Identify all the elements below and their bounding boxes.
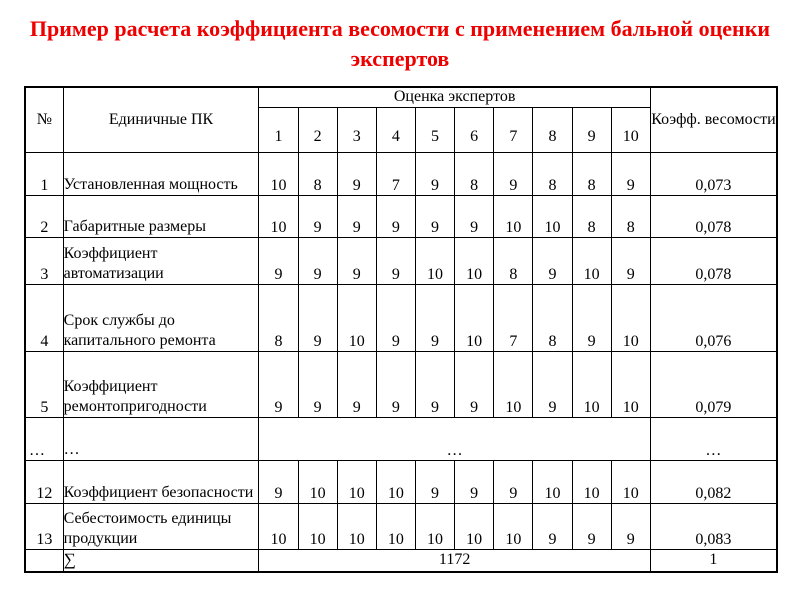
row-number: 3 [25, 237, 63, 284]
expert-score: 10 [533, 195, 572, 237]
table-row [25, 503, 777, 549]
expert-score: 10 [337, 284, 376, 351]
expert-score: 9 [337, 351, 376, 417]
expert-score: 10 [298, 503, 337, 549]
expert-score: 9 [259, 460, 298, 503]
expert-score: 9 [415, 284, 454, 351]
coefficient-value: 0,082 [650, 460, 777, 503]
row-number: 1 [25, 152, 63, 195]
coefficient-value: 0,076 [650, 284, 777, 351]
expert-score: 9 [415, 152, 454, 195]
expert-col-header: 2 [298, 107, 337, 152]
expert-col-header: 9 [572, 107, 611, 152]
num-column-header: № [25, 87, 63, 152]
row-number: 2 [25, 195, 63, 237]
expert-col-header: 4 [376, 107, 415, 152]
expert-score: 8 [533, 284, 572, 351]
expert-score: 9 [298, 284, 337, 351]
expert-score: 10 [376, 460, 415, 503]
expert-score: 9 [376, 351, 415, 417]
table-body [25, 152, 777, 572]
expert-score: 9 [259, 237, 298, 284]
row-number: 5 [25, 351, 63, 417]
expert-score: 8 [298, 152, 337, 195]
expert-score: 9 [572, 503, 611, 549]
sum-row [25, 549, 777, 572]
table-row [25, 195, 777, 237]
expert-score: 8 [455, 152, 494, 195]
coefficient-value: … [650, 417, 777, 460]
expert-score: 10 [259, 195, 298, 237]
coefficient-value: 1 [650, 549, 777, 572]
expert-score: 9 [455, 460, 494, 503]
expert-score: 9 [572, 284, 611, 351]
expert-score: 10 [572, 351, 611, 417]
expert-score: 8 [494, 237, 533, 284]
expert-score: 9 [415, 351, 454, 417]
expert-score: 9 [376, 284, 415, 351]
expert-col-header: 6 [455, 107, 494, 152]
row-number: 12 [25, 460, 63, 503]
expert-score: 10 [494, 195, 533, 237]
row-name: Себестоимость единицы продукции [63, 503, 259, 549]
merged-value: 1172 [259, 549, 650, 572]
pk-column-header: Единичные ПК [63, 87, 259, 152]
coefficient-value: 0,079 [650, 351, 777, 417]
expert-score: 8 [533, 152, 572, 195]
coefficient-value: 0,073 [650, 152, 777, 195]
row-name: Коэффициент автоматизации [63, 237, 259, 284]
expert-score: 10 [415, 503, 454, 549]
row-number: 4 [25, 284, 63, 351]
table-row [25, 152, 777, 195]
expert-score: 10 [572, 460, 611, 503]
expert-score: 10 [337, 503, 376, 549]
expert-score: 8 [572, 195, 611, 237]
expert-score: 9 [533, 351, 572, 417]
expert-score: 9 [611, 503, 650, 549]
expert-score: 9 [611, 237, 650, 284]
expert-score: 9 [298, 351, 337, 417]
expert-col-header: 3 [337, 107, 376, 152]
page-title: Пример расчета коэффициента весомости с применением бальной оценки экспертов [29, 16, 771, 71]
expert-score: 9 [494, 460, 533, 503]
table-row [25, 237, 777, 284]
row-name: Коэффициент ремонтопригодности [63, 351, 259, 417]
expert-score: 9 [455, 195, 494, 237]
expert-score: 10 [533, 460, 572, 503]
row-number: 13 [25, 503, 63, 549]
row-name: Срок службы до капитального ремонта [63, 284, 259, 351]
expert-score: 9 [533, 503, 572, 549]
merged-value: … [259, 417, 650, 460]
expert-score: 10 [455, 237, 494, 284]
coefficient-value: 0,078 [650, 237, 777, 284]
expert-score: 9 [415, 460, 454, 503]
row-number [25, 549, 63, 572]
expert-score: 10 [376, 503, 415, 549]
row-name: … [63, 417, 259, 460]
expert-col-header: 10 [611, 107, 650, 152]
experts-group-header: Оценка экспертов [259, 87, 650, 107]
expert-score: 9 [494, 152, 533, 195]
expert-score: 10 [572, 237, 611, 284]
expert-score: 7 [376, 152, 415, 195]
row-number: … [25, 417, 63, 460]
expert-score: 10 [259, 152, 298, 195]
table-row [25, 351, 777, 417]
weight-coefficient-table [24, 86, 778, 573]
expert-score: 8 [611, 195, 650, 237]
expert-score: 9 [376, 195, 415, 237]
expert-score: 9 [337, 237, 376, 284]
expert-score: 9 [455, 351, 494, 417]
row-name: Габаритные размеры [63, 195, 259, 237]
expert-score: 9 [259, 351, 298, 417]
row-name: ∑ [63, 549, 259, 572]
expert-score: 9 [376, 237, 415, 284]
coefficient-value: 0,083 [650, 503, 777, 549]
expert-score: 10 [259, 503, 298, 549]
expert-score: 10 [494, 503, 533, 549]
expert-score: 9 [298, 195, 337, 237]
expert-score: 10 [611, 460, 650, 503]
ellipsis-row [25, 417, 777, 460]
coefficient-value: 0,078 [650, 195, 777, 237]
expert-score: 8 [259, 284, 298, 351]
expert-col-header: 8 [533, 107, 572, 152]
table-header [25, 87, 777, 152]
expert-col-header: 7 [494, 107, 533, 152]
expert-score: 9 [533, 237, 572, 284]
expert-score: 9 [298, 237, 337, 284]
table-row [25, 460, 777, 503]
coeff-column-header: Коэфф. весомости [650, 87, 777, 152]
expert-score: 10 [415, 237, 454, 284]
expert-score: 9 [337, 195, 376, 237]
header-row-group [25, 87, 777, 107]
row-name: Коэффициент безопасности [63, 460, 259, 503]
expert-score: 9 [337, 152, 376, 195]
expert-score: 9 [611, 152, 650, 195]
expert-score: 10 [611, 284, 650, 351]
expert-score: 10 [611, 351, 650, 417]
expert-col-header: 1 [259, 107, 298, 152]
expert-score: 10 [455, 284, 494, 351]
expert-score: 10 [337, 460, 376, 503]
expert-score: 10 [494, 351, 533, 417]
expert-col-header: 5 [415, 107, 454, 152]
expert-score: 10 [455, 503, 494, 549]
expert-score: 8 [572, 152, 611, 195]
row-name: Установленная мощность [63, 152, 259, 195]
expert-score: 9 [415, 195, 454, 237]
table-row [25, 284, 777, 351]
expert-score: 10 [298, 460, 337, 503]
expert-score: 7 [494, 284, 533, 351]
